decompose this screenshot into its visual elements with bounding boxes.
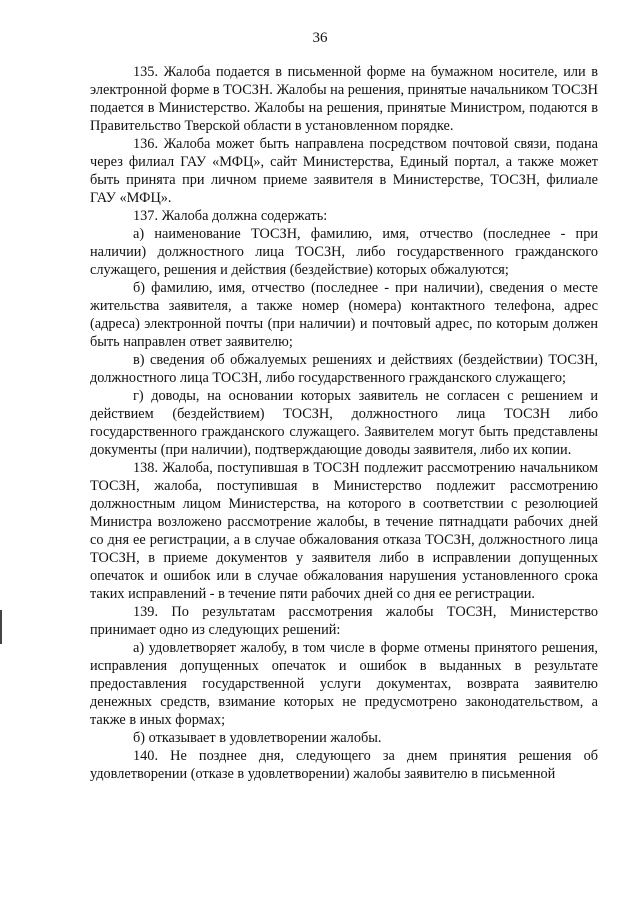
paragraph-139: 139. По результатам рассмотрения жалобы ТОСЗН, Министерство принимает одно из следующих решений: — [90, 604, 598, 638]
paragraph-135: 135. Жалоба подается в письменной форме на бумажном носителе, или в электронной форме в ТОСЗН. Жалобы на решения, принятые начальником ТОСЗН подается в Министерство. Жалобы на решения, принятые Министром, подаются в Правительство Тверской области в установленном порядке. — [90, 64, 598, 134]
scan-edge-mark — [0, 610, 2, 644]
page-number: 36 — [312, 30, 328, 46]
paragraph-137-g: г) доводы, на основании которых заявитель не согласен с решением и действием (бездействием) ТОСЗН, должностного лица ТОСЗН либо государственного гражданского служащего. Заявителем могут быть представлены документы (при наличии), подтверждающие доводы заявителя, либо их копии. — [90, 388, 598, 458]
paragraph-139-b: б) отказывает в удовлетворении жалобы. — [133, 730, 382, 746]
paragraph-136: 136. Жалоба может быть направлена посредством почтовой связи, подана через филиал ГАУ «МФЦ», сайт Министерства, Единый портал, а также может быть принята при личном приеме заявителя в Министерстве, ТОСЗН, филиале ГАУ «МФЦ». — [90, 136, 598, 206]
paragraph-139-a: а) удовлетворяет жалобу, в том числе в форме отмены принятого решения, исправления допущенных опечаток и ошибок в выданных в результате предоставления государственной услуги документах, возврата заявителю денежных средств, взимание которых не предусмотрено законодательством, а также в иных формах; — [90, 640, 598, 728]
paragraph-137-b: б) фамилию, имя, отчество (последнее - при наличии), сведения о месте жительства заявителя, а также номер (номера) контактного телефона, адрес (адреса) электронной почты (при наличии) и почтовый адрес, по которым должен быть направлен ответ заявителю; — [90, 280, 598, 350]
paragraph-137: 137. Жалоба должна содержать: — [133, 208, 328, 224]
paragraph-138: 138. Жалоба, поступившая в ТОСЗН подлежит рассмотрению начальником ТОСЗН, жалоба, поступившая в Министерство подлежит рассмотрению должностным лицом Министерства, на которого в соответствии с резолюцией Министра возложено рассмотрение жалобы, в течение пятнадцати рабочих дней со дня ее регистрации, а в случае обжалования отказа ТОСЗН, должностного лица ТОСЗН, в приеме документов у заявителя либо в исправлении допущенных опечаток и ошибок или в случае обжалования нарушения установленного срока таких исправлений - в течение пяти рабочих дней со дня ее регистрации. — [90, 460, 598, 602]
paragraph-137-v: в) сведения об обжалуемых решениях и действиях (бездействии) ТОСЗН, должностного лица ТОСЗН, либо государственного гражданского служащего; — [90, 352, 598, 386]
document-body — [90, 63, 598, 783]
paragraph-137-a: а) наименование ТОСЗН, фамилию, имя, отчество (последнее - при наличии) должностного лица ТОСЗН, либо государственного гражданского служащего, решения и действия (бездействие) которых обжалуются; — [90, 226, 598, 278]
paragraph-140: 140. Не позднее дня, следующего за днем принятия решения об удовлетворении (отказе в удовлетворении) жалобы заявителю в письменной — [90, 748, 598, 782]
